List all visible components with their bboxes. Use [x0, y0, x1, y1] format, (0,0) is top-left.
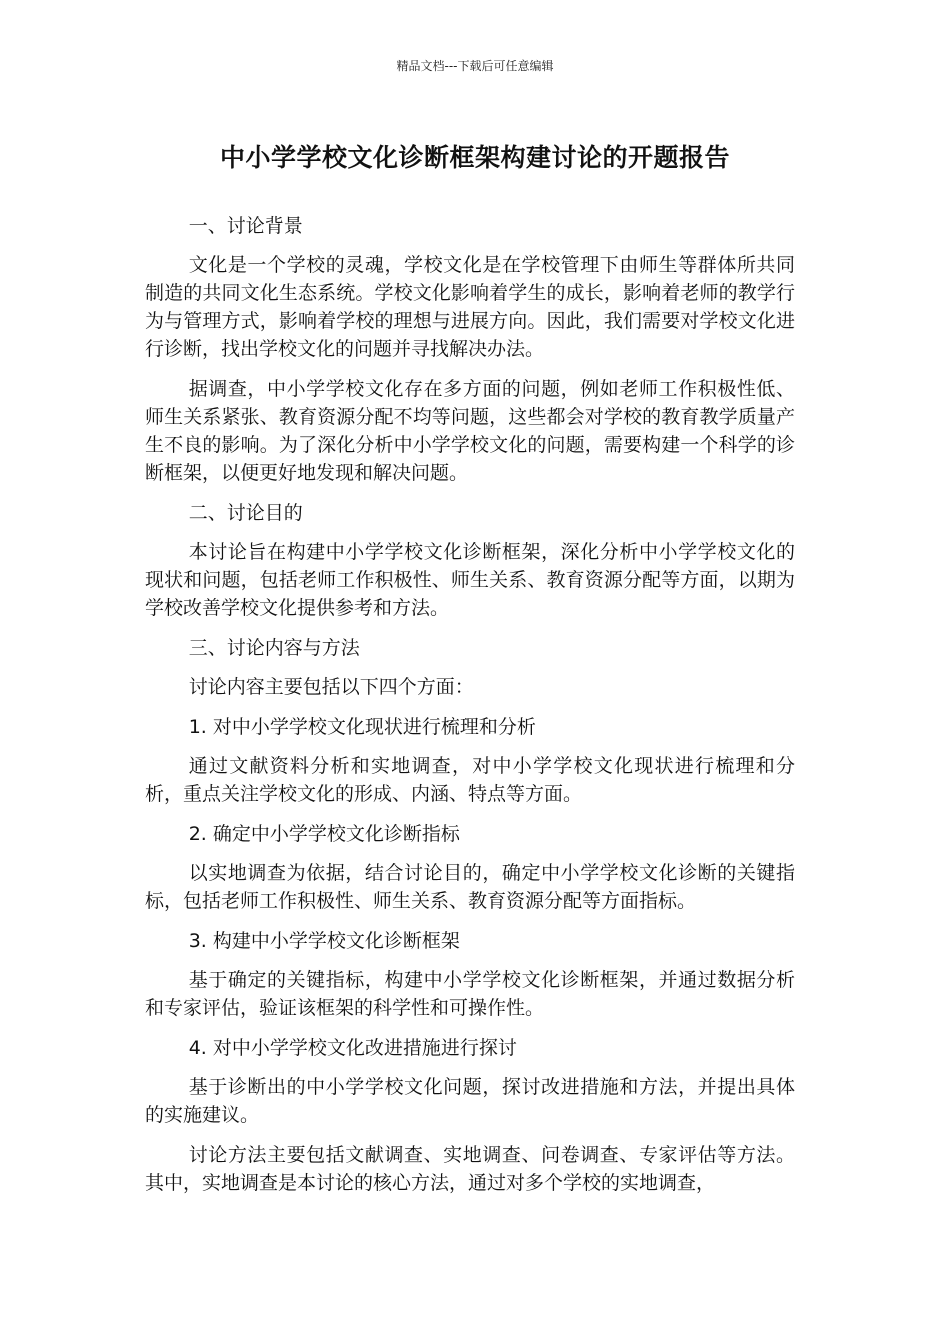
paragraph: 通过文献资料分析和实地调查，对中小学学校文化现状进行梳理和分析，重点关注学校文化的形成、内涵、特点等方面。 — [145, 755, 795, 805]
document-body — [145, 212, 795, 1209]
paragraph: 基于诊断出的中小学学校文化问题，探讨改进措施和方法，并提出具体的实施建议。 — [145, 1076, 795, 1126]
list-item-heading: 2. 确定中小学学校文化诊断指标 — [188, 823, 460, 845]
paragraph: 文化是一个学校的灵魂，学校文化是在学校管理下由师生等群体所共同制造的共同文化生态系统。学校文化影响着学生的成长，影响着老师的教学行为与管理方式，影响着学校的理想与进展方向。因此，我们需要对学校文化进行诊断，找出学校文化的问题并寻找解决办法。 — [145, 254, 795, 360]
section-heading-purpose: 二、讨论目的 — [188, 502, 303, 524]
paragraph: 讨论内容主要包括以下四个方面： — [188, 676, 474, 698]
list-item-heading: 3. 构建中小学学校文化诊断框架 — [188, 930, 460, 952]
section-heading-background: 一、讨论背景 — [188, 215, 303, 237]
paragraph: 以实地调查为依据，结合讨论目的，确定中小学学校文化诊断的关键指标，包括老师工作积极性、师生关系、教育资源分配等方面指标。 — [145, 862, 795, 912]
document-title: 中小学学校文化诊断框架构建讨论的开题报告 — [219, 143, 730, 172]
section-heading-content-methods: 三、讨论内容与方法 — [188, 637, 360, 659]
paragraph: 本讨论旨在构建中小学学校文化诊断框架，深化分析中小学学校文化的现状和问题，包括老师工作积极性、师生关系、教育资源分配等方面，以期为学校改善学校文化提供参考和方法。 — [145, 541, 795, 619]
page-header: 精品文档---下载后可任意编辑 — [396, 59, 554, 73]
paragraph: 基于确定的关键指标，构建中小学学校文化诊断框架，并通过数据分析和专家评估，验证该框架的科学性和可操作性。 — [145, 969, 795, 1019]
paragraph: 据调查，中小学学校文化存在多方面的问题，例如老师工作积极性低、师生关系紧张、教育资源分配不均等问题，这些都会对学校的教育教学质量产生不良的影响。为了深化分析中小学学校文化的问题，需要构建一个科学的诊断框架，以便更好地发现和解决问题。 — [145, 378, 795, 484]
list-item-heading: 4. 对中小学学校文化改进措施进行探讨 — [188, 1037, 517, 1059]
list-item-heading: 1. 对中小学学校文化现状进行梳理和分析 — [188, 716, 536, 738]
paragraph: 讨论方法主要包括文献调查、实地调查、问卷调查、专家评估等方法。其中，实地调查是本讨论的核心方法，通过对多个学校的实地调查， — [145, 1144, 795, 1194]
